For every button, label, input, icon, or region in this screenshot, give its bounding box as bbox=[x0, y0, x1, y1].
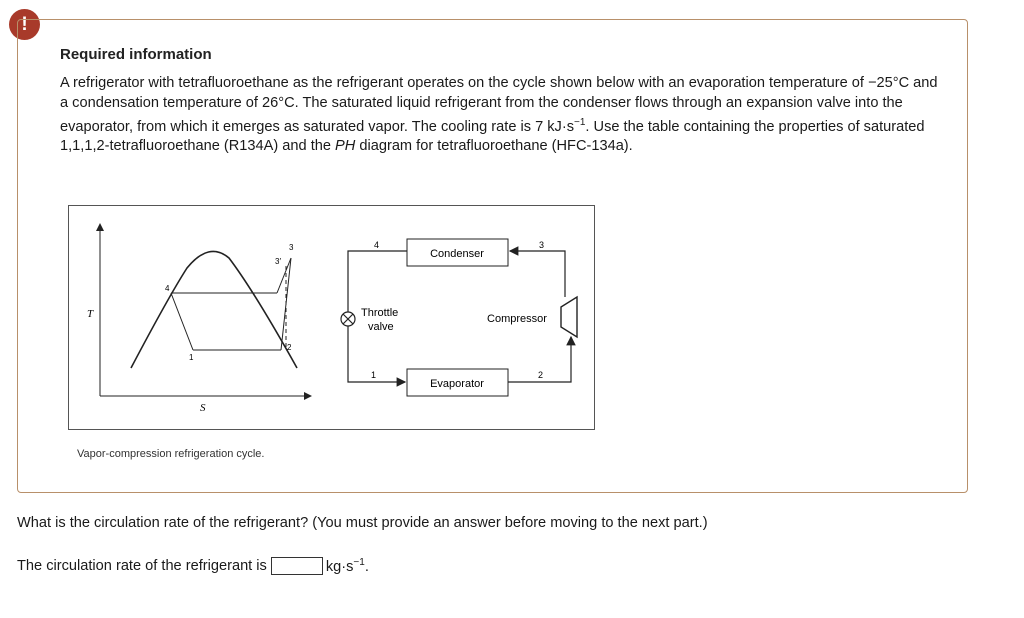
figure-caption: Vapor-compression refrigeration cycle. bbox=[77, 448, 265, 460]
compressor-shape bbox=[561, 297, 577, 337]
ts-line-4-to-1 bbox=[171, 293, 193, 350]
ts-point-1: 1 bbox=[189, 353, 194, 362]
cycle-figure bbox=[68, 205, 595, 430]
ts-point-3: 3 bbox=[289, 243, 294, 252]
ts-point-3prime: 3′ bbox=[275, 257, 281, 266]
saturation-dome bbox=[131, 251, 297, 368]
problem-statement: A refrigerator with tetrafluoroethane as the refrigerant operates on the cycle shown below with an evaporation temperature of −25°C and a condensation temperature of 26°C. The saturated liquid refrigerant from the condenser flows through an expansion valve into the evaporator, from which it emerges as saturated vapor. The cooling rate is 7 $kJ\cdot s^{-1}$. Use the table containing the properties of saturated 1,1,1,2-tetrafluoroethane (R134A) and the PH diagram for tetrafluoroethane (HFC-134a). bbox=[60, 75, 938, 155]
answer-row bbox=[17, 557, 369, 575]
question-text: What is the circulation rate of the refrigerant? (You must provide an answer before moving to the next part.) bbox=[17, 515, 708, 531]
line-condenser-to-throttle bbox=[348, 251, 407, 312]
compressor-label: Compressor bbox=[487, 313, 547, 325]
line-throttle-to-evaporator bbox=[348, 326, 405, 382]
evaporator-label: Evaporator bbox=[430, 378, 484, 390]
line-compressor-to-condenser bbox=[510, 251, 565, 297]
ts-point-4: 4 bbox=[165, 284, 170, 293]
throttle-label-line2: valve bbox=[368, 321, 394, 333]
cycle-state-2: 2 bbox=[538, 370, 544, 380]
condenser-label: Condenser bbox=[430, 248, 484, 260]
ts-point-2: 2 bbox=[287, 343, 292, 352]
figure-svg bbox=[69, 206, 596, 431]
t-axis-label: T bbox=[87, 308, 94, 320]
cycle-state-3: 3 bbox=[539, 240, 545, 250]
cycle-state-1: 1 bbox=[371, 370, 377, 380]
answer-prefix: The circulation rate of the refrigerant is bbox=[17, 558, 267, 574]
s-axis-label: S bbox=[200, 402, 206, 414]
alert-icon: ! bbox=[9, 9, 40, 40]
answer-unit: $kg\cdot s^{-1}$. bbox=[325, 557, 369, 575]
info-title: Required information bbox=[60, 46, 212, 63]
cycle-state-4: 4 bbox=[374, 240, 380, 250]
throttle-label-line1: Throttle bbox=[361, 307, 399, 319]
circulation-rate-input[interactable] bbox=[271, 557, 323, 575]
